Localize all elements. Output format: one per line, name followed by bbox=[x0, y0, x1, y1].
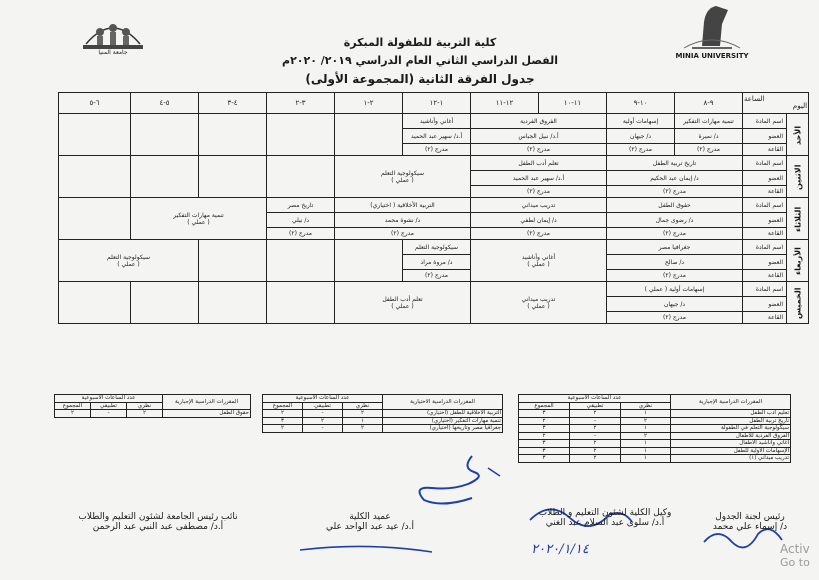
cell: الفروق الفردية bbox=[471, 114, 607, 129]
hours-value: ٢ bbox=[519, 417, 570, 425]
cell: مدرج (٢) bbox=[471, 186, 607, 198]
summary-row bbox=[263, 425, 503, 433]
practical-cell bbox=[335, 156, 471, 198]
course-name: تاريخ تربية الطفل bbox=[671, 417, 791, 425]
summary-row bbox=[519, 425, 791, 433]
schedule-title: جدول الفرقة الثانية (المجموعة الأولى) bbox=[305, 72, 535, 86]
row-label: العضو bbox=[743, 255, 787, 270]
hours-value: ١ bbox=[621, 455, 671, 463]
sig-title: عميد الكلية bbox=[349, 512, 391, 522]
time-slot: ٦-٥ bbox=[59, 93, 131, 114]
empty-cell bbox=[267, 282, 335, 324]
hours-value: ٢ bbox=[570, 440, 621, 448]
sig-vice-dean bbox=[520, 508, 690, 528]
row-label: القاعة bbox=[743, 144, 787, 156]
time-header-row bbox=[59, 93, 809, 114]
course-name: سيكولوجية التعلم في الطفولة bbox=[671, 425, 791, 433]
sig-name: د/ إسماء علي محمد bbox=[712, 522, 788, 532]
left-logo-text: جامعة المنيا bbox=[98, 49, 128, 56]
summary-row bbox=[263, 417, 503, 425]
cell: مدرج (٢) bbox=[335, 228, 471, 240]
hours-value: ١ bbox=[621, 425, 671, 433]
row-label: اسم المادة bbox=[743, 114, 787, 129]
row-label: اسم المادة bbox=[743, 282, 787, 297]
practical-note: ( عملي ) bbox=[527, 302, 550, 310]
row-label: العضو bbox=[743, 129, 787, 144]
cell: مدرج (٢) bbox=[607, 270, 743, 282]
cell: مدرج (٢) bbox=[403, 144, 471, 156]
hours-value: - bbox=[570, 432, 621, 440]
summary-row bbox=[55, 410, 251, 418]
row-label: اسم المادة bbox=[743, 198, 787, 213]
empty-cell bbox=[267, 114, 335, 156]
corner-top: الساعة bbox=[744, 95, 765, 103]
practical-note: ( عملي ) bbox=[391, 176, 414, 184]
practical-title: سيكولوجية التعلم bbox=[106, 253, 150, 261]
cell: جغرافيا مصر bbox=[607, 240, 743, 255]
hours-value: ٢ bbox=[127, 410, 163, 418]
cell: مدرج (٢) bbox=[403, 270, 471, 282]
cell: أ.د/ نبيل الجباس bbox=[471, 129, 607, 144]
cell: تاريخ تربية الطفل bbox=[607, 156, 743, 171]
sig-title: رئيس لجنة الجدول bbox=[715, 512, 785, 522]
course-name: جغرافيا مصر وتاريخها (اختياري) bbox=[383, 425, 503, 433]
hours-value: ٢ bbox=[570, 447, 621, 455]
corner-bottom: اليوم bbox=[792, 102, 808, 110]
day4-subject-row bbox=[59, 240, 809, 255]
empty-cell bbox=[267, 240, 335, 282]
practical-cell bbox=[335, 282, 471, 324]
day3-subject-row bbox=[59, 198, 809, 213]
hours-value: ٢ bbox=[343, 410, 383, 418]
hours-value: - bbox=[303, 410, 343, 418]
col-header: نظري bbox=[127, 402, 163, 410]
empty-cell bbox=[199, 240, 267, 282]
col-header: المجموع bbox=[55, 402, 91, 410]
cell: إسهامات أولية bbox=[607, 114, 675, 129]
hours-value: ١ bbox=[621, 440, 671, 448]
day-label: الاثنين bbox=[787, 156, 809, 198]
col-header: تطبيقي bbox=[303, 402, 343, 410]
day-label: الخميس bbox=[787, 282, 809, 324]
summary-right-table bbox=[518, 394, 791, 463]
summary-title: المقررات الدراسية الاختيارية bbox=[383, 395, 503, 410]
time-slot: ١٢-١١ bbox=[471, 93, 539, 114]
sig-university-vp bbox=[48, 512, 268, 532]
hours-value: ٣ bbox=[519, 410, 570, 418]
summary-row bbox=[519, 432, 791, 440]
signature-underline-icon bbox=[296, 540, 436, 560]
empty-cell bbox=[335, 240, 403, 282]
hours-value: ٣ bbox=[519, 425, 570, 433]
hours-value: - bbox=[303, 425, 343, 433]
course-name: أغاني وأناشيد الأطفال bbox=[671, 440, 791, 448]
col-header: نظري bbox=[343, 402, 383, 410]
cell: تاريخ مصر bbox=[267, 198, 335, 213]
empty-cell bbox=[59, 282, 131, 324]
term-line: الفصل الدراسي الثاني العام الدراسي ٢٠١٩/ ٢٠٢٠م bbox=[282, 54, 558, 67]
summary-row bbox=[519, 410, 791, 418]
practical-title: تنمية مهارات التفكير bbox=[173, 211, 224, 219]
practical-note: ( عملي ) bbox=[527, 260, 550, 268]
summary-row bbox=[519, 455, 791, 463]
cell: د/ نميرة bbox=[675, 129, 743, 144]
hours-value: ٢ bbox=[343, 425, 383, 433]
practical-note: ( عملي ) bbox=[391, 302, 414, 310]
activation-line2: Go to bbox=[780, 556, 810, 569]
col-header: تطبيقي bbox=[91, 402, 127, 410]
signature-scribble-icon bbox=[402, 450, 512, 510]
hours-value: ٢ bbox=[621, 417, 671, 425]
row-label: القاعة bbox=[743, 186, 787, 198]
hours-value: ١ bbox=[621, 410, 671, 418]
practical-cell bbox=[471, 282, 607, 324]
hours-value: ٢ bbox=[570, 455, 621, 463]
hours-value: ٣ bbox=[519, 440, 570, 448]
col-header: تطبيقي bbox=[570, 402, 621, 410]
practical-cell bbox=[59, 240, 199, 282]
cell: مدرج (٢) bbox=[607, 144, 675, 156]
sig-dean bbox=[300, 512, 440, 532]
activation-line1: Activ bbox=[780, 542, 810, 556]
empty-cell bbox=[59, 156, 131, 198]
summary-title: المقررات الدراسية الإجبارية bbox=[163, 395, 251, 410]
cell: تعلم أدب الطفل bbox=[471, 156, 607, 171]
hours-value: ٢ bbox=[621, 432, 671, 440]
practical-title: تدريب ميداني bbox=[521, 295, 556, 303]
hours-value: ٢ bbox=[55, 410, 91, 418]
course-name: تنمية مهارات التفكير (اختياري) bbox=[383, 417, 503, 425]
course-name: التربية الأخلاقية للطفل (اختياري) bbox=[383, 410, 503, 418]
sig-title: نائب رئيس الجامعة لشئون التعليم والطلاب bbox=[78, 512, 238, 522]
empty-cell bbox=[267, 156, 335, 198]
practical-title: تعلم أدب الطفل bbox=[382, 295, 423, 303]
practical-note: ( عملي ) bbox=[117, 260, 140, 268]
college-title: كلية التربية للطفولة المبكرة bbox=[343, 36, 497, 49]
practical-cell bbox=[471, 240, 607, 282]
hours-title: عدد الساعات الأسبوعية bbox=[263, 395, 383, 403]
hours-value: ٢ bbox=[570, 425, 621, 433]
sig-schedule-committee bbox=[690, 512, 810, 532]
empty-cell bbox=[335, 114, 403, 156]
day-label: الأربعاء bbox=[787, 240, 809, 282]
cell: د/ إيمان عبد الحكيم bbox=[607, 171, 743, 186]
cell: مدرج (٢) bbox=[471, 228, 607, 240]
time-slot: ٣-٢ bbox=[267, 93, 335, 114]
right-logo-text: MINIA UNIVERSITY bbox=[675, 52, 749, 60]
summary-row bbox=[519, 440, 791, 448]
row-label: العضو bbox=[743, 171, 787, 186]
hours-value: ٢ bbox=[519, 432, 570, 440]
sig-name: أ.د/ سلوى عبد السلام عبد الغني bbox=[545, 518, 665, 528]
hours-title: عدد الساعات الأسبوعية bbox=[519, 395, 671, 403]
hours-value: ١ bbox=[343, 417, 383, 425]
day5-subject-row bbox=[59, 282, 809, 297]
hours-value: ١ bbox=[621, 447, 671, 455]
day1-subject-row bbox=[59, 114, 809, 129]
hours-value: ٢ bbox=[570, 410, 621, 418]
col-header: نظري bbox=[621, 402, 671, 410]
practical-title: أغاني وأناشيد bbox=[521, 253, 556, 261]
empty-cell bbox=[131, 156, 199, 198]
time-slot: ٥-٤ bbox=[131, 93, 199, 114]
time-slot: ١-١٢ bbox=[403, 93, 471, 114]
cell: تنمية مهارات التفكير bbox=[675, 114, 743, 129]
col-header: المجموع bbox=[263, 402, 303, 410]
cell: مدرج (٢) bbox=[607, 312, 743, 324]
summary-left-table bbox=[54, 394, 251, 418]
row-label: القاعة bbox=[743, 312, 787, 324]
row-label: اسم المادة bbox=[743, 240, 787, 255]
cell: مدرج (٢) bbox=[607, 228, 743, 240]
empty-cell bbox=[59, 198, 131, 240]
cell: د/ إيمان لطفي bbox=[471, 213, 607, 228]
cell: تدريب ميداني bbox=[471, 198, 607, 213]
time-slot: ٩-٨ bbox=[675, 93, 743, 114]
cell: مدرج (٢) bbox=[607, 186, 743, 198]
day-label: الثلاثاء bbox=[787, 198, 809, 240]
activation-watermark bbox=[780, 542, 810, 569]
cell: أ.د/ سهير عبد الحميد bbox=[403, 129, 471, 144]
row-label: القاعة bbox=[743, 270, 787, 282]
sig-title: وكيل الكلية لشئون التعليم و الطلاب bbox=[538, 508, 672, 518]
hours-value: ٢ bbox=[263, 410, 303, 418]
empty-cell bbox=[199, 114, 267, 156]
empty-cell bbox=[131, 282, 199, 324]
day-label: الأحد bbox=[787, 114, 809, 156]
time-slot: ١١-١٠ bbox=[539, 93, 607, 114]
cell: التربية الأخلاقية ( اختياري) bbox=[335, 198, 471, 213]
time-slot: ٤-٣ bbox=[199, 93, 267, 114]
summary-row bbox=[519, 447, 791, 455]
empty-cell bbox=[59, 114, 131, 156]
cell: مدرج (٢) bbox=[471, 144, 607, 156]
hours-value: ٣ bbox=[519, 455, 570, 463]
left-logo bbox=[78, 4, 148, 60]
empty-cell bbox=[131, 114, 199, 156]
practical-title: سيكولوجية التعلم bbox=[380, 169, 424, 177]
hours-value: ٢ bbox=[303, 417, 343, 425]
cell: مدرج (٢) bbox=[675, 144, 743, 156]
cell: د/ نيلي bbox=[267, 213, 335, 228]
right-logo bbox=[672, 2, 752, 64]
nefertiti-logo-icon bbox=[672, 2, 752, 52]
time-slot: ٢-١ bbox=[335, 93, 403, 114]
course-name: الفروق الفردية للأطفال bbox=[671, 432, 791, 440]
hours-value: - bbox=[91, 410, 127, 418]
cell: سيكولوجية التعلم bbox=[403, 240, 471, 255]
course-name: تدريب ميداني (١) bbox=[671, 455, 791, 463]
cell: أغاني وأناشيد bbox=[403, 114, 471, 129]
practical-cell bbox=[131, 198, 267, 240]
cell: د/ رضوى جمال bbox=[607, 213, 743, 228]
course-name: حقوق الطفل bbox=[163, 410, 251, 418]
col-header: المجموع bbox=[519, 402, 570, 410]
row-label: العضو bbox=[743, 297, 787, 312]
cell: مدرج (٢) bbox=[267, 228, 335, 240]
cell: إسهامات أولية ( عملي ) bbox=[607, 282, 743, 297]
summary-mid-table bbox=[262, 394, 503, 433]
sig-name: أ.د/ مصطفى عبد النبي عبد الرحمن bbox=[92, 522, 224, 532]
hours-value: ٢ bbox=[263, 425, 303, 433]
row-label: العضو bbox=[743, 213, 787, 228]
summary-row bbox=[519, 417, 791, 425]
row-label: القاعة bbox=[743, 228, 787, 240]
timetable bbox=[58, 92, 809, 324]
time-slot: ١٠-٩ bbox=[607, 93, 675, 114]
cell: أ.د/ سهير عبد الحميد bbox=[471, 171, 607, 186]
summary-title: المقررات الدراسية الإجبارية bbox=[671, 395, 791, 410]
empty-cell bbox=[199, 282, 267, 324]
course-name: تعليم أدب الطفل bbox=[671, 410, 791, 418]
hours-value: - bbox=[570, 417, 621, 425]
cell: د/ جيهان bbox=[607, 129, 675, 144]
cell: د/ صالح bbox=[607, 255, 743, 270]
hours-title: عدد الساعات الأسبوعية bbox=[55, 395, 163, 403]
practical-note: ( عملي ) bbox=[187, 218, 210, 226]
summary-row bbox=[263, 410, 503, 418]
hours-value: ٣ bbox=[263, 417, 303, 425]
cell: حقوق الطفل bbox=[607, 198, 743, 213]
sig-name: أ.د/ عيد عبد الواحد علي bbox=[326, 522, 414, 532]
corner-cell bbox=[743, 93, 809, 114]
empty-cell bbox=[199, 156, 267, 198]
day2-subject-row bbox=[59, 156, 809, 171]
cell: د/ مروة مراد bbox=[403, 255, 471, 270]
handwritten-date: ٢٠٢٠/١/١٤ bbox=[531, 542, 589, 557]
row-label: اسم المادة bbox=[743, 156, 787, 171]
cell: د/ جيهان bbox=[607, 297, 743, 312]
hours-value: ٣ bbox=[519, 447, 570, 455]
course-name: الإسهامات الأولية للطفل bbox=[671, 447, 791, 455]
cell: د/ نشوة محمد bbox=[335, 213, 471, 228]
